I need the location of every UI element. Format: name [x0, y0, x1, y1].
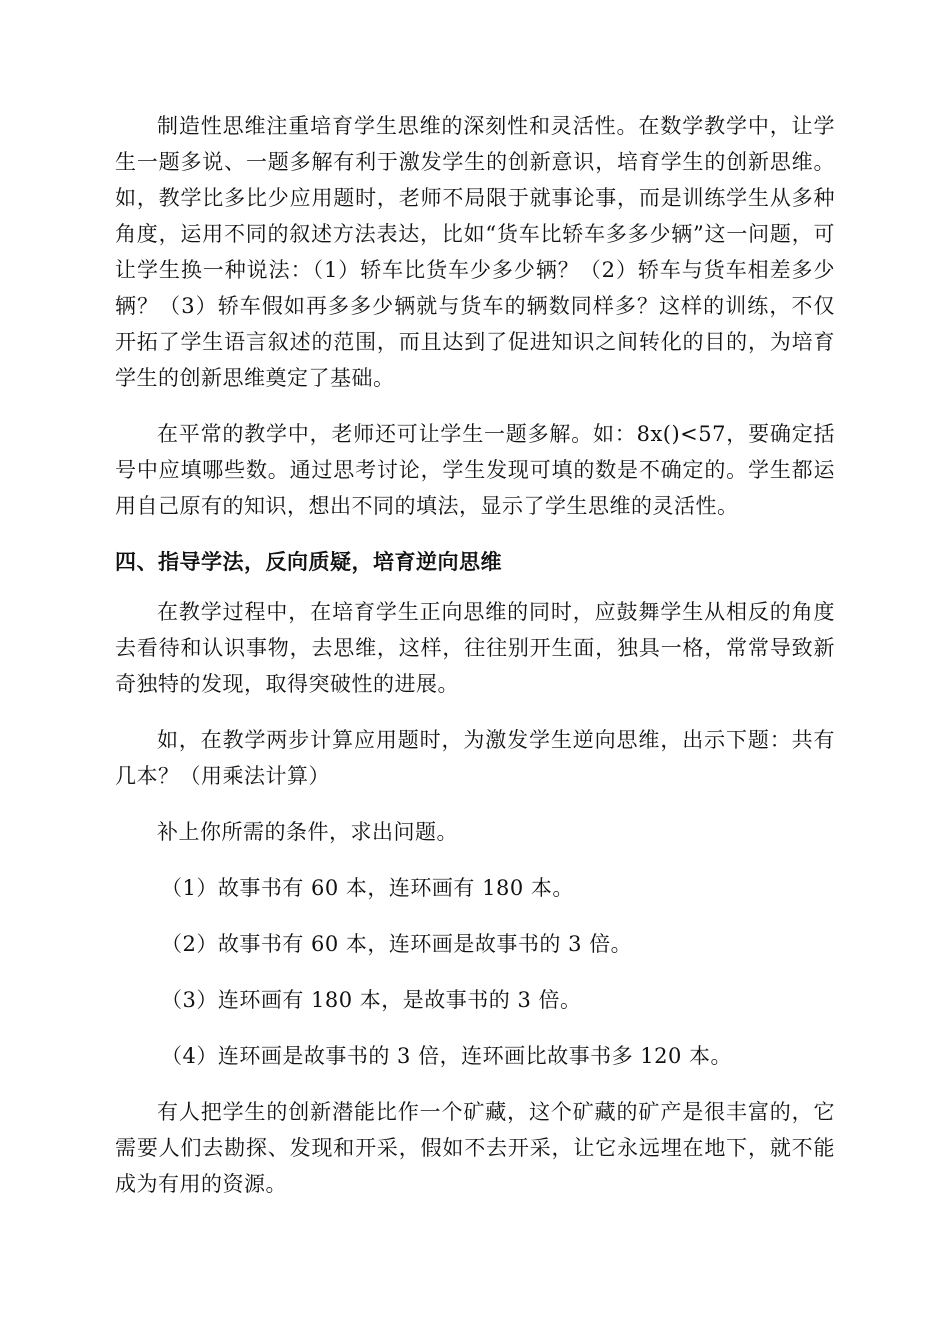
paragraph-add-conditions: 补上你所需的条件，求出问题。 — [157, 820, 458, 844]
paragraph-creative-potential: 有人把学生的创新潜能比作一个矿藏，这个矿藏的矿产是很丰富的，它需要人们去勘探、发现和开采，假如不去开采，让它永远埋在地下，就不能成为有用的资源。 — [115, 1100, 835, 1196]
condition-item-2: （2）故事书有 60 本，连环画是故事书的 3 倍。 — [161, 932, 633, 956]
paragraph-example-problem: 如，在教学两步计算应用题时，为激发学生逆向思维，出示下题：共有几本？（用乘法计算） — [115, 728, 835, 788]
document-page — [115, 108, 835, 1202]
condition-item-4: （4）连环画是故事书的 3 倍，连环画比故事书多 120 本。 — [161, 1044, 733, 1068]
paragraph-creative-thinking: 制造性思维注重培育学生思维的深刻性和灵活性。在数学教学中，让学生一题多说、一题多解有利于激发学生的创新意识，培育学生的创新思维。如，教学比多比少应用题时，老师不局限于就事论事，而是训练学生从多种角度，运用不同的叙述方法表达，比如“货车比轿车多多少辆”这一问题，可让学生换一种说法：（1）轿车比货车少多少辆？（2）轿车与货车相差多少辆？（3）轿车假如再多多少辆就与货车的辆数同样多？这样的训练，不仅开拓了学生语言叙述的范围，而且达到了促进知识之间转化的目的，为培育学生的创新思维奠定了基础。 — [115, 114, 835, 390]
paragraph-multiple-solutions: 在平常的教学中，老师还可让学生一题多解。如：8x()<57，要确定括号中应填哪些数。通过思考讨论，学生发现可填的数是不确定的。学生都运用自己原有的知识，想出不同的填法，显示了学生思维的灵活性。 — [115, 422, 835, 518]
condition-item-1: （1）故事书有 60 本，连环画有 180 本。 — [161, 876, 574, 900]
section-heading: 四、指导学法，反向质疑，培育逆向思维 — [115, 550, 502, 574]
paragraph-reverse-thinking: 在教学过程中，在培育学生正向思维的同时，应鼓舞学生从相反的角度去看待和认识事物，去思维，这样，往往别开生面，独具一格，常常导致新奇独特的发现，取得突破性的进展。 — [115, 600, 835, 696]
condition-item-3: （3）连环画有 180 本，是故事书的 3 倍。 — [161, 988, 582, 1012]
